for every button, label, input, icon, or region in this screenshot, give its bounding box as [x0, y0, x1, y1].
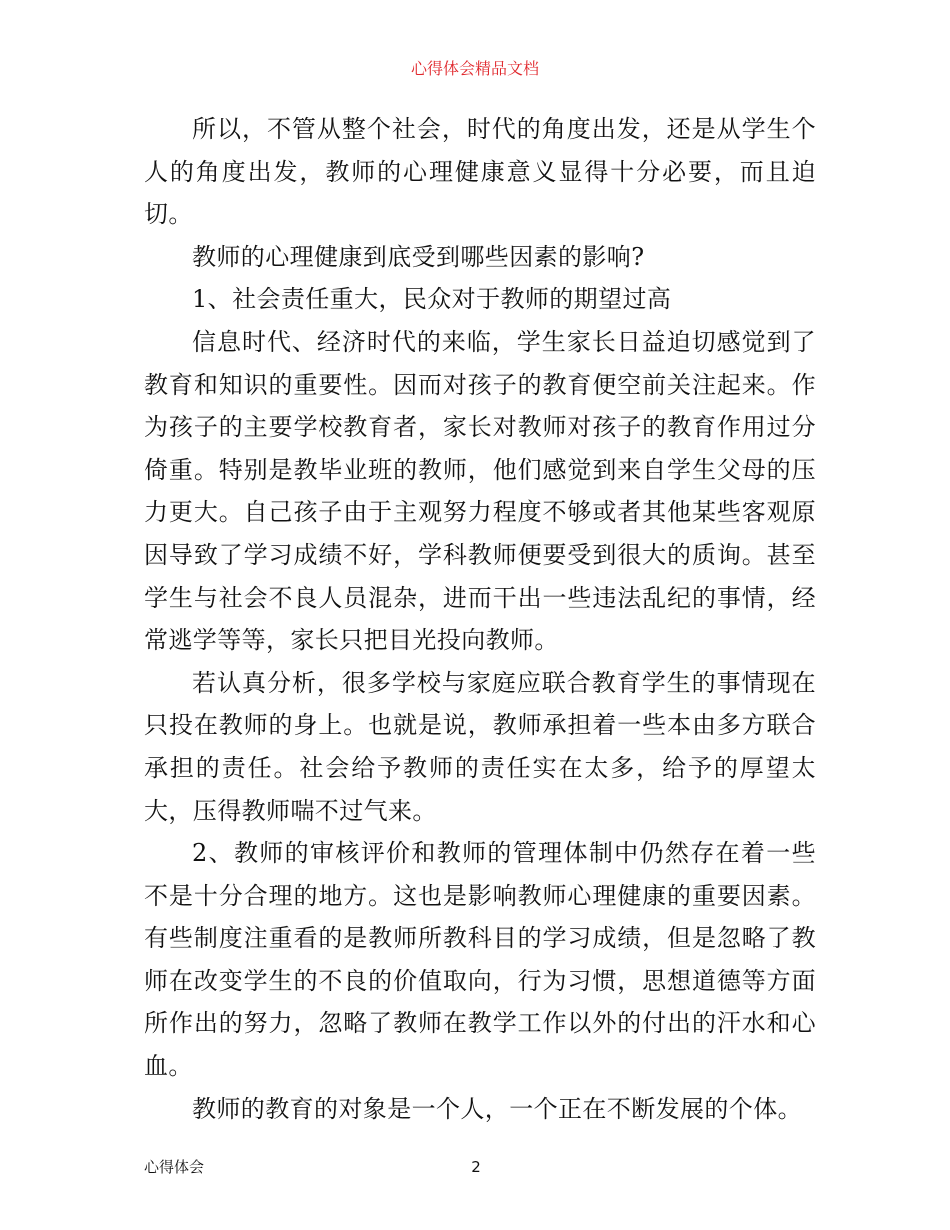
- page-header-title: 心得体会精品文档: [410, 59, 539, 78]
- paragraph: 1、社会责任重大，民众对于教师的期望过高: [192, 285, 672, 314]
- paragraph: 所以，不管从整个社会，时代的角度出发，还是从学生个人的角度出发，教师的心理健康意义显得十分必要，而且迫切。: [144, 115, 816, 229]
- paragraph: 2、教师的审核评价和教师的管理体制中仍然存在着一些不是十分合理的地方。这也是影响教师心理健康的重要因素。有些制度注重看的是教师所教科目的学习成绩，但是忽略了教师在改变学生的不良的价值取向，行为习惯，思想道德等方面所作出的努力，忽略了教师在教学工作以外的付出的汗水和心血。: [144, 839, 816, 1081]
- paragraph: 教师的心理健康到底受到哪些因素的影响?: [192, 242, 645, 271]
- paragraph: 教师的教育的对象是一个人，一个正在不断发展的个体。: [192, 1094, 802, 1123]
- footer-label: 心得体会: [144, 1158, 205, 1176]
- paragraph: 若认真分析，很多学校与家庭应联合教育学生的事情现在只投在教师的身上。也就是说，教师承担着一些本由多方联合承担的责任。社会给予教师的责任实在太多，给予的厚望太大，压得教师喘不过气来。: [144, 668, 816, 825]
- paragraph: 信息时代、经济时代的来临，学生家长日益迫切感觉到了教育和知识的重要性。因而对孩子的教育便空前关注起来。作为孩子的主要学校教育者，家长对教师对孩子的教育作用过分倚重。特别是教毕业班的教师，他们感觉到来自学生父母的压力更大。自己孩子由于主观努力程度不够或者其他某些客观原因导致了学习成绩不好，学科教师便要受到很大的质询。甚至学生与社会不良人员混杂，进而干出一些违法乱纪的事情，经常逃学等等，家长只把目光投向教师。: [144, 327, 816, 655]
- document-body: [144, 108, 816, 1130]
- page-number: 2: [471, 1158, 481, 1176]
